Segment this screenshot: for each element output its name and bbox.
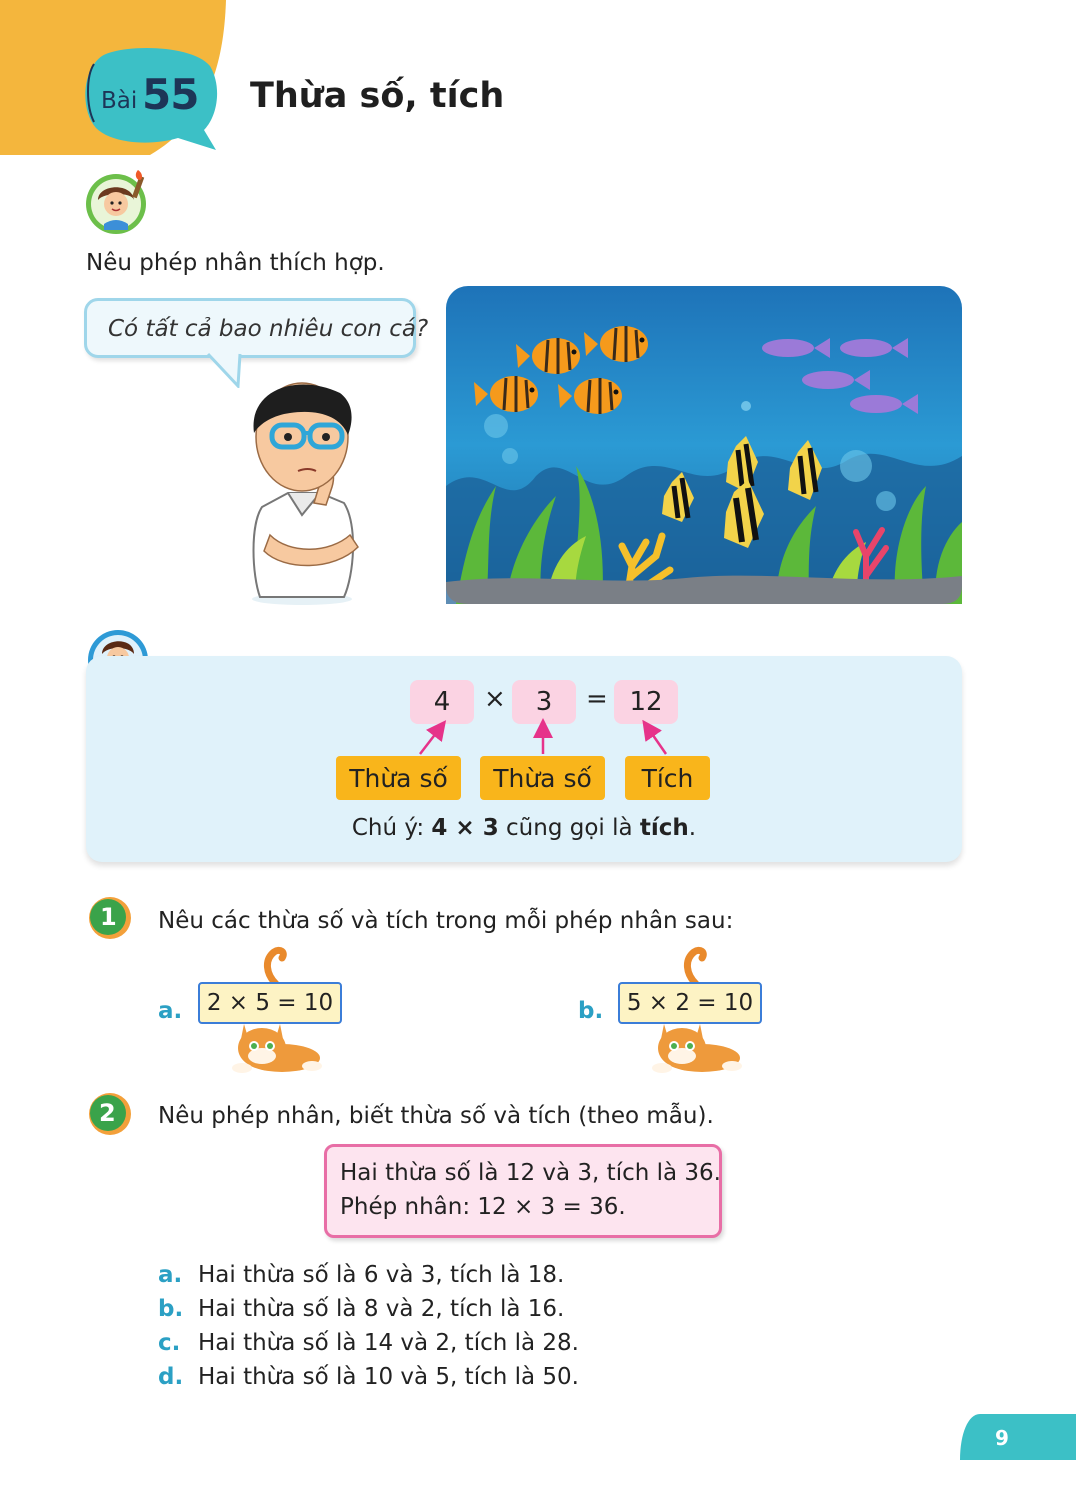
- label-product: Tích: [625, 756, 710, 800]
- cat-tail-b: [676, 944, 716, 984]
- page-title: Thừa số, tích: [250, 76, 505, 116]
- lesson-prefix: Bài: [101, 88, 138, 114]
- factor2-box: 3: [512, 680, 576, 724]
- exercise2-c-text: Hai thừa số là 14 và 2, tích là 28.: [198, 1330, 579, 1356]
- note-end: .: [688, 815, 697, 841]
- girl-torch-avatar-icon: [84, 166, 154, 236]
- page-number: 9: [995, 1426, 1009, 1450]
- exercise1-b-letter: b.: [578, 998, 604, 1024]
- intro-prompt: Nêu phép nhân thích hợp.: [86, 250, 385, 276]
- exercise2-a-letter: a.: [158, 1262, 183, 1288]
- lesson-number: 55: [142, 70, 199, 119]
- cat-a-icon: [222, 1014, 332, 1074]
- exercise1-instruction: Nêu các thừa số và tích trong mỗi phép nhân sau:: [158, 908, 734, 934]
- note-expression: 4 × 3: [431, 815, 499, 841]
- example-line-2: Phép nhân: 12 × 3 = 36.: [340, 1194, 626, 1220]
- times-sign: ×: [484, 684, 506, 714]
- exercise2-b-letter: b.: [158, 1296, 184, 1322]
- factor1-box: 4: [410, 680, 474, 724]
- exercise2-b-text: Hai thừa số là 8 và 2, tích là 16.: [198, 1296, 565, 1322]
- cat-tail-a: [256, 944, 296, 984]
- exercise1-a-letter: a.: [158, 998, 183, 1024]
- exercise2-c-letter: c.: [158, 1330, 181, 1356]
- note-term: tích: [639, 815, 689, 841]
- concept-note: [0, 815, 1048, 841]
- label-factor1: Thừa số: [336, 756, 461, 800]
- exercise2-number: 2: [99, 1099, 116, 1127]
- exercise1-b-card: 5 × 2 = 10: [618, 982, 762, 1024]
- exercise2-item-d: [158, 1364, 579, 1390]
- label-factor2: Thừa số: [480, 756, 605, 800]
- speech-text: Có tất cả bao nhiêu con cá?: [108, 316, 429, 342]
- exercise2-item-c: [158, 1330, 579, 1356]
- aquarium-fish-illustration: [446, 286, 962, 604]
- equals-sign: =: [586, 684, 608, 714]
- example-line-1: Hai thừa số là 12 và 3, tích là 36.: [340, 1160, 721, 1186]
- exercise1-a-card: 2 × 5 = 10: [198, 982, 342, 1024]
- exercise2-d-text: Hai thừa số là 10 và 5, tích là 50.: [198, 1364, 579, 1390]
- exercise1-number: 1: [100, 903, 117, 931]
- exercise2-d-letter: d.: [158, 1364, 184, 1390]
- page-number-tab: [960, 1414, 1076, 1460]
- exercise2-item-b: [158, 1296, 564, 1322]
- note-prefix: Chú ý:: [351, 815, 425, 841]
- exercise2-instruction: Nêu phép nhân, biết thừa số và tích (theo mẫu).: [158, 1103, 714, 1129]
- note-middle: cũng gọi là: [506, 815, 633, 841]
- cat-b-icon: [642, 1014, 752, 1074]
- exercise2-a-text: Hai thừa số là 6 và 3, tích là 18.: [198, 1262, 565, 1288]
- exercise2-item-a: [158, 1262, 564, 1288]
- example-box: [324, 1144, 722, 1238]
- thinking-boy-illustration: [240, 375, 370, 607]
- product-box: 12: [614, 680, 678, 724]
